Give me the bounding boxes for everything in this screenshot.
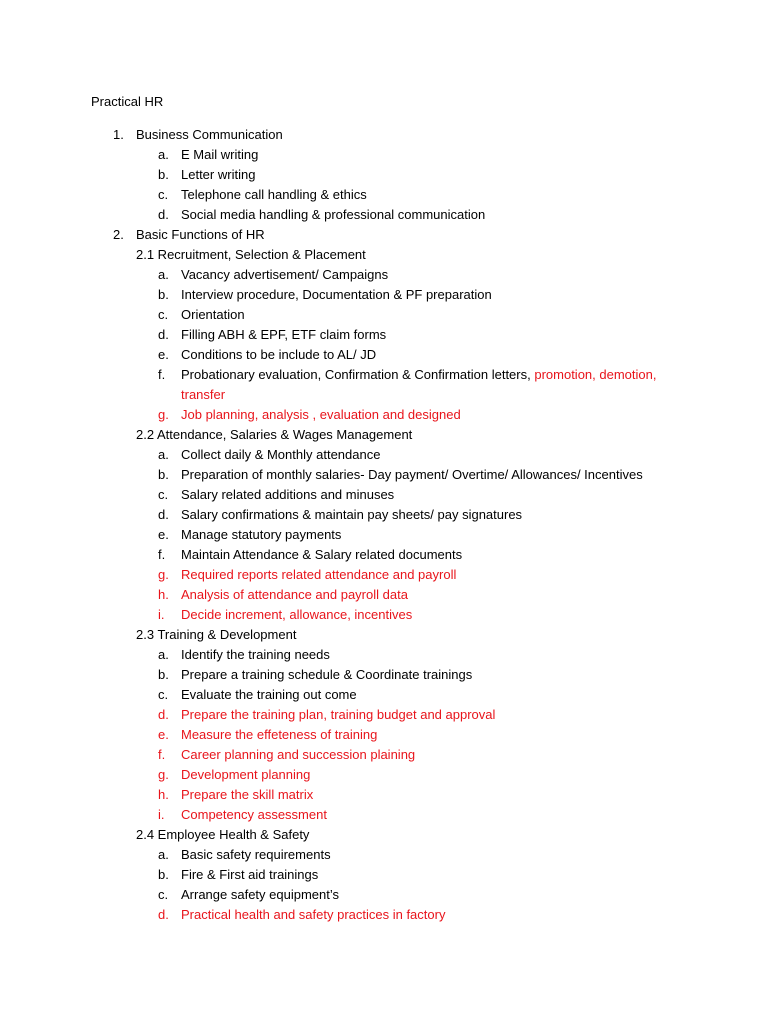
list-item [0, 185, 768, 205]
list-item-highlighted [0, 705, 768, 725]
list-marker: a. [158, 447, 169, 462]
list-marker: c. [158, 687, 169, 702]
list-item-text: Salary related additions and minuses [181, 487, 395, 502]
list-marker: d. [158, 207, 169, 222]
list-item [0, 465, 768, 485]
list-item [0, 865, 768, 885]
list-item-highlighted [0, 605, 768, 625]
list-marker: d. [158, 507, 169, 522]
list-item [0, 325, 768, 345]
list-marker: f. [158, 367, 166, 382]
list-item-text: Preparation of monthly salaries- Day payment/ Overtime/ Allowances/ Incentives [181, 467, 643, 482]
list-item-text: Manage statutory payments [181, 527, 342, 542]
list-item-text: Telephone call handling & ethics [181, 187, 367, 202]
list-item [0, 685, 768, 705]
list-item [0, 445, 768, 465]
list-marker: a. [158, 647, 169, 662]
list-item-text: Analysis of attendance and payroll data [181, 587, 408, 602]
list-item-highlighted [0, 765, 768, 785]
list-marker: e. [158, 527, 169, 542]
list-item [0, 665, 768, 685]
list-item-text: Practical health and safety practices in factory [181, 907, 446, 922]
list-item-text: Maintain Attendance & Salary related documents [181, 547, 463, 562]
list-item-text: Decide increment, allowance, incentives [181, 607, 413, 622]
list-marker: a. [158, 847, 169, 862]
section-heading-text: 2.4 Employee Health & Safety [136, 827, 310, 842]
list-item-text: Competency assessment [181, 807, 327, 822]
list-item-label: Basic Functions of HR [136, 227, 265, 242]
list-item-text: Social media handling & professional communication [181, 207, 486, 222]
list-marker: c. [158, 307, 169, 322]
list-marker: a. [158, 267, 169, 282]
list-item-text: Identify the training needs [181, 647, 330, 662]
list-item-text: Development planning [181, 767, 311, 782]
section-heading [0, 425, 768, 445]
outline-list [0, 125, 768, 925]
list-marker: e. [158, 347, 169, 362]
list-item-text: Prepare the training plan, training budget and approval [181, 707, 496, 722]
list-item [0, 885, 768, 905]
list-item-text: Collect daily & Monthly attendance [181, 447, 381, 462]
section-heading-text: 2.3 Training & Development [136, 627, 297, 642]
list-item [0, 165, 768, 185]
list-item-text: Fire & First aid trainings [181, 867, 319, 882]
list-item-1 [0, 125, 768, 145]
section-heading-text: 2.1 Recruitment, Selection & Placement [136, 247, 366, 262]
list-item [0, 525, 768, 545]
list-item-text: Letter writing [181, 167, 256, 182]
list-item-text: Filling ABH & EPF, ETF claim forms [181, 327, 387, 342]
list-item-highlighted [0, 805, 768, 825]
list-item-text: Orientation [181, 307, 245, 322]
list-marker: c. [158, 887, 169, 902]
list-item-text: Arrange safety equipment’s [181, 887, 340, 902]
list-item-text: Probationary evaluation, Confirmation & Confirmation letters, [181, 367, 535, 382]
list-item-text: Basic safety requirements [181, 847, 331, 862]
list-marker: c. [158, 187, 169, 202]
list-item-highlighted [0, 745, 768, 765]
list-item [0, 845, 768, 865]
list-item-text: Evaluate the training out come [181, 687, 357, 702]
list-item-text: Prepare a training schedule & Coordinate trainings [181, 667, 473, 682]
list-item [0, 305, 768, 325]
section-heading-text: 2.2 Attendance, Salaries & Wages Management [136, 427, 413, 442]
list-item [0, 485, 768, 505]
section-heading [0, 625, 768, 645]
highlighted-text: promotion, demotion, transfer [181, 367, 657, 402]
list-item-text-wrapped [181, 365, 671, 405]
list-marker: a. [158, 147, 169, 162]
list-marker: d. [158, 707, 169, 722]
list-item [0, 505, 768, 525]
list-item [0, 285, 768, 305]
list-item [0, 545, 768, 565]
list-item-highlighted [0, 585, 768, 605]
list-item-text: Interview procedure, Documentation & PF preparation [181, 287, 492, 302]
list-marker: g. [158, 407, 169, 422]
list-marker: i. [158, 807, 165, 822]
list-marker: b. [158, 167, 169, 182]
list-item-text: Required reports related attendance and payroll [181, 567, 457, 582]
list-marker: c. [158, 487, 169, 502]
list-marker: f. [158, 547, 166, 562]
list-marker: h. [158, 787, 169, 802]
list-item-highlighted [0, 785, 768, 805]
list-marker: g. [158, 767, 169, 782]
list-item [0, 145, 768, 165]
list-marker: b. [158, 867, 169, 882]
list-item [0, 645, 768, 665]
list-number: 2. [113, 227, 124, 242]
list-item-text: Job planning, analysis , evaluation and designed [181, 407, 461, 422]
list-item-text: Vacancy advertisement/ Campaigns [181, 267, 389, 282]
list-item-text: Salary confirmations & maintain pay sheets/ pay signatures [181, 507, 523, 522]
list-item [0, 265, 768, 285]
document-title: Practical HR [91, 94, 164, 109]
list-marker: g. [158, 567, 169, 582]
list-item-highlighted [0, 905, 768, 925]
list-item [0, 365, 768, 405]
list-item-text: Career planning and succession plaining [181, 747, 416, 762]
section-heading [0, 825, 768, 845]
list-marker: e. [158, 727, 169, 742]
list-item-label: Business Communication [136, 127, 283, 142]
list-marker: b. [158, 467, 169, 482]
list-marker: h. [158, 587, 169, 602]
list-marker: b. [158, 667, 169, 682]
list-marker: i. [158, 607, 165, 622]
list-marker: f. [158, 747, 166, 762]
section-heading [0, 245, 768, 265]
list-item [0, 345, 768, 365]
list-item-text: Conditions to be include to AL/ JD [181, 347, 377, 362]
list-marker: b. [158, 287, 169, 302]
list-item [0, 205, 768, 225]
list-item-2 [0, 225, 768, 245]
list-number: 1. [113, 127, 124, 142]
list-item-text: Prepare the skill matrix [181, 787, 314, 802]
list-item-text: Measure the effeteness of training [181, 727, 378, 742]
list-marker: d. [158, 907, 169, 922]
list-item-highlighted [0, 725, 768, 745]
list-item-highlighted [0, 565, 768, 585]
list-item-highlighted [0, 405, 768, 425]
list-marker: d. [158, 327, 169, 342]
list-item-text: E Mail writing [181, 147, 259, 162]
